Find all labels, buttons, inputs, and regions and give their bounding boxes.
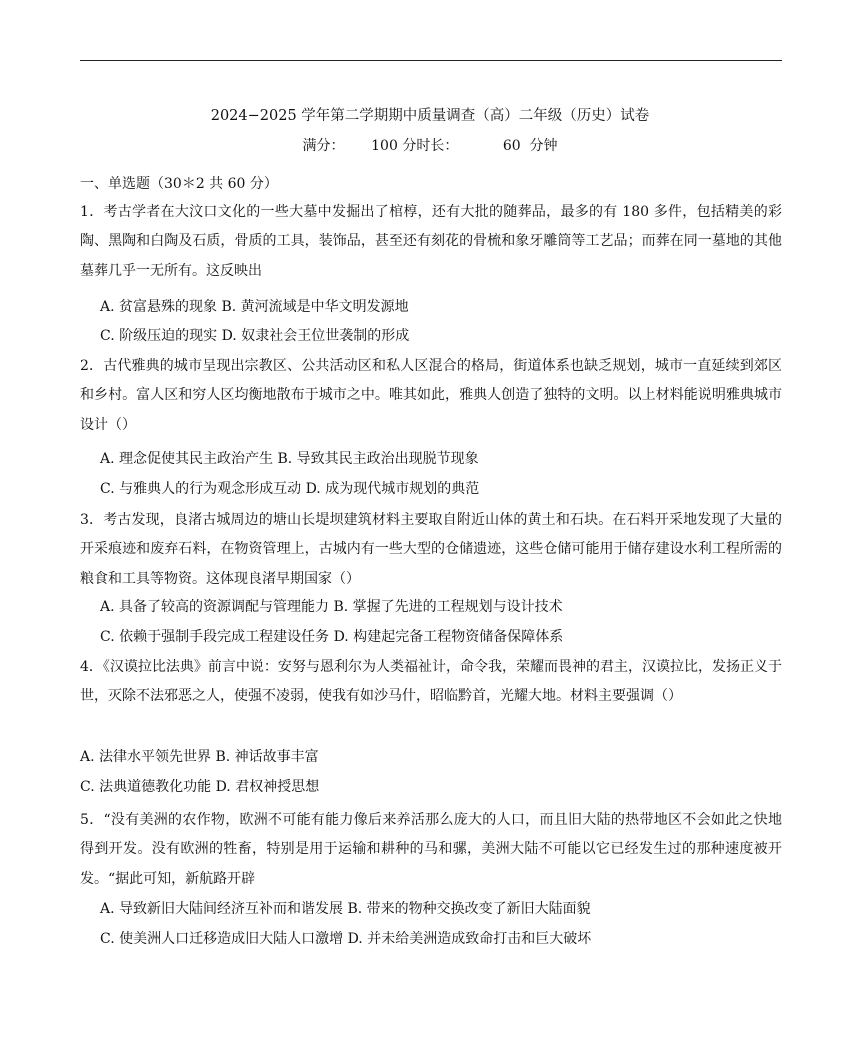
- section-heading: 一、单选题（30＊2 共 60 分）: [80, 176, 278, 192]
- question-4-option-row-1: A. 法律水平领先世界 B. 神话故事丰富: [80, 749, 319, 765]
- question-5-stem: 5．“没有美洲的农作物，欧洲不可能有能力像后来养活那么庞大的人口，而且旧大陆的热带地区不会如此之快地得到开发。没有欧洲的牲畜，特别是用于运输和耕种的马和骡，美洲大陆不可能以它已经发生过的那种速度被开发。“据此可知，新航路开辟: [80, 812, 782, 887]
- question-2-option-row-2: C. 与雅典人的行为观念形成互动 D. 成为现代城市规划的典范: [100, 481, 480, 497]
- question-3-stem: 3．考古发现，良渚古城周边的塘山长堤坝建筑材料主要取自附近山体的黄土和石块。在石料开采地发现了大量的开采痕迹和废弃石料，在物资管理上，古城内有一些大型的仓储遗迹，这些仓储可能用于储存建设水利工程所需的粮食和工具等物资。这体现良渚早期国家（）: [80, 512, 782, 587]
- header-rule: [80, 60, 782, 61]
- question-1-stem: 1．考古学者在大汶口文化的一些大墓中发掘出了棺椁，还有大批的随葬品，最多的有 180 多件，包括精美的彩陶、黑陶和白陶及石质，骨质的工具，装饰品，甚至还有刻花的骨梳和象牙雕筒等工艺品；而葬在同一墓地的其他墓葬几乎一无所有。这反映出: [80, 204, 782, 279]
- question-5-option-row-2: C. 使美洲人口迁移造成旧大陆人口激增 D. 并未给美洲造成致命打击和巨大破坏: [100, 931, 592, 947]
- exam-meta: 满分： 100 分时长： 60 分钟: [302, 138, 558, 154]
- question-1-option-row-1: A. 贫富悬殊的现象 B. 黄河流域是中华文明发源地: [100, 299, 409, 315]
- question-5-option-row-1: A. 导致新旧大陆间经济互补而和谐发展 B. 带来的物种交换改变了新旧大陆面貌: [100, 901, 591, 917]
- question-2-stem: 2．古代雅典的城市呈现出宗教区、公共活动区和私人区混合的格局，街道体系也缺乏规划，城市一直延续到郊区和乡村。富人区和穷人区均衡地散布于城市之中。唯其如此，雅典人创造了独特的文明。以上材料能说明雅典城市设计（）: [80, 358, 782, 433]
- question-4-option-row-2: C. 法典道德教化功能 D. 君权神授思想: [80, 779, 320, 795]
- question-1-option-row-2: C. 阶级压迫的现实 D. 奴隶社会王位世袭制的形成: [100, 328, 410, 344]
- question-3-option-row-1: A. 具备了较高的资源调配与管理能力 B. 掌握了先进的工程规划与设计技术: [100, 599, 563, 615]
- question-3-option-row-2: C. 依赖于强制手段完成工程建设任务 D. 构建起完备工程物资储备保障体系: [100, 629, 564, 645]
- question-2-option-row-1: A. 理念促使其民主政治产生 B. 导致其民主政治出现脱节现象: [100, 451, 479, 467]
- exam-title: 2024−2025 学年第二学期期中质量调查（高）二年级（历史）试卷: [210, 108, 650, 124]
- question-4-stem: 4．《汉谟拉比法典》前言中说：安努与恩利尔为人类福祉计，命令我，荣耀而畏神的君主，汉谟拉比，发扬正义于世，灭除不法邪恶之人，使强不凌弱，使我有如沙马什，昭临黔首，光耀大地。材料主要强调（）: [80, 659, 782, 705]
